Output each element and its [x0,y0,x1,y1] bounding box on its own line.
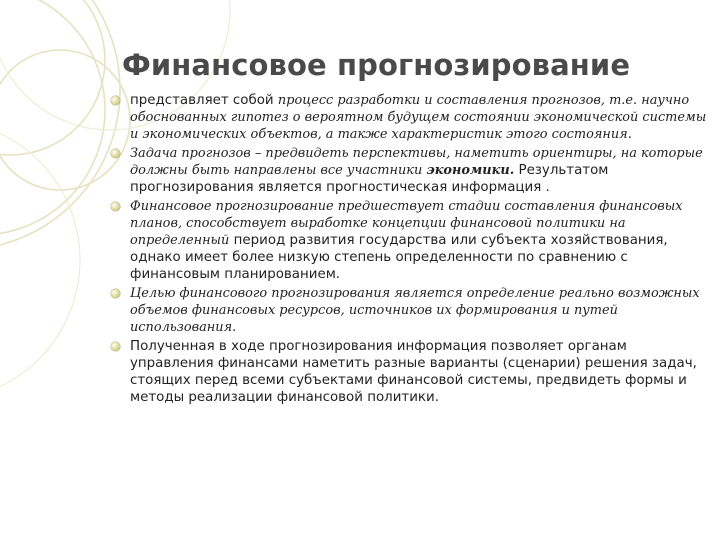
slide-title: Финансовое прогнозирование [122,48,631,82]
bullet-text-segment: Целью финансового прогнозирования является определение реально возможных объемов финансовых ресурсов, источников их формирования и путей использования. [130,286,700,335]
bullet-item [110,92,710,143]
bullet-text-segment: представляет собой [130,93,278,108]
bullet-item [110,338,710,406]
bullet-item [110,145,710,196]
bullet-text-segment: Полученная в ходе прогнозирования информация позволяет органам управления финансами наметить разные варианты (сценарии) решения задач, стоящих перед всеми субъектами финансовой системы, предвидеть формы и методы реализации финансовой политики. [130,339,697,405]
bullet-text-segment: период развития государства или субъекта хозяйствования, однако имеет более низкую степень определенности по сравнению с финансовым планированием. [130,233,668,282]
bullet-item [110,198,710,283]
bullet-icon [111,289,120,298]
bullet-list [110,92,710,408]
bullet-text-segment: экономики. [426,163,515,178]
bullet-icon [111,202,120,211]
bullet-text-segment: Результатом прогнозирования является прогностическая информация . [130,163,609,195]
bullet-icon [111,149,120,158]
bullet-item [110,285,710,336]
bullet-text-segment: Финансовое прогнозирование предшествует стадии составления финансовых планов, способствует выработке концепции финансовой политики на определенный [130,199,683,248]
bullet-icon [111,342,120,351]
bullet-icon [111,96,120,105]
bullet-text-segment: процесс разработки и составления прогнозов, т.е. научно обоснованных гипотез о вероятном будущем состоянии экономической системы и экономических объектов, а также характеристик этого состояния. [130,93,707,142]
bullet-text-segment: Задача прогнозов – предвидеть перспективы, наметить ориентиры, на которые должны быть направлены все участники [130,146,703,178]
